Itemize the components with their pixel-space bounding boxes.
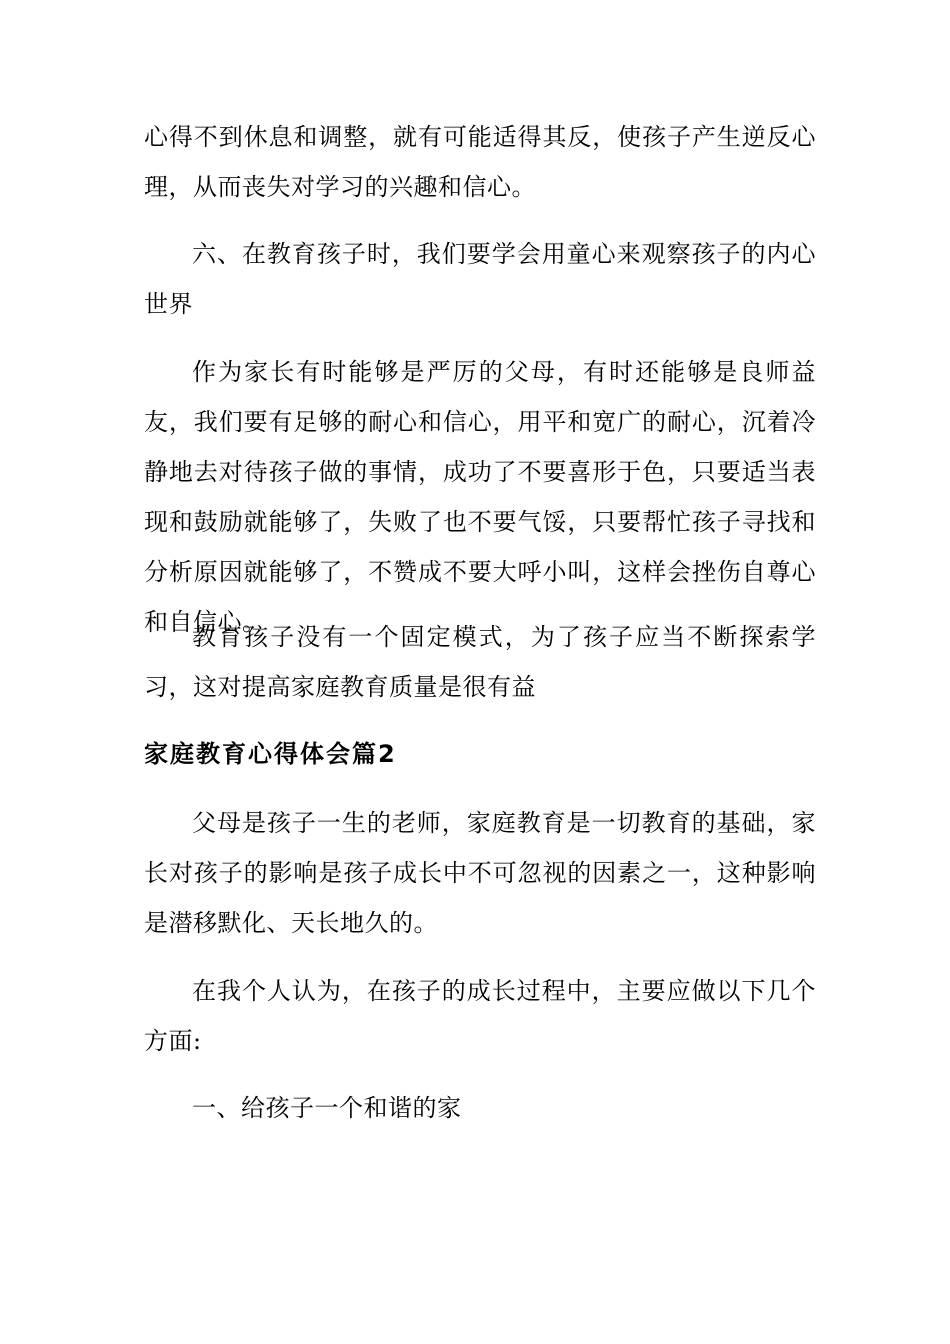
- paragraph-parents-teachers: 父母是孩子一生的老师，家庭教育是一切教育的基础，家长对孩子的影响是孩子成长中不可忽视的因素之一，这种影响是潜移默化、天长地久的。: [144, 809, 816, 937]
- paragraph-no-fixed-model: 教育孩子没有一个固定模式，为了孩子应当不断探索学习，这对提高家庭教育质量是很有益: [144, 623, 816, 701]
- paragraph-parent-role: 作为家长有时能够是严厉的父母，有时还能够是良师益友，我们要有足够的耐心和信心，用平和宽广的耐心，沉着冷静地去对待孩子做的事情，成功了不要喜形于色，只要适当表现和鼓励就能够了，失败了也不要气馁，只要帮忙孩子寻找和分析原因就能够了，不赞成不要大呼小叫，这样会挫伤自尊心和自信心。: [144, 358, 816, 636]
- paragraph-continuation: 心得不到休息和调整，就有可能适得其反，使孩子产生逆反心理，从而丧失对学习的兴趣和信心。: [144, 123, 816, 201]
- paragraph-item-one: 一、给孩子一个和谐的家: [192, 1094, 462, 1122]
- section-heading: 家庭教育心得体会篇2: [144, 740, 397, 768]
- paragraph-personal-view: 在我个人认为，在孩子的成长过程中，主要应做以下几个方面:: [144, 977, 816, 1055]
- paragraph-item-six: 六、在教育孩子时，我们要学会用童心来观察孩子的内心世界: [144, 240, 816, 318]
